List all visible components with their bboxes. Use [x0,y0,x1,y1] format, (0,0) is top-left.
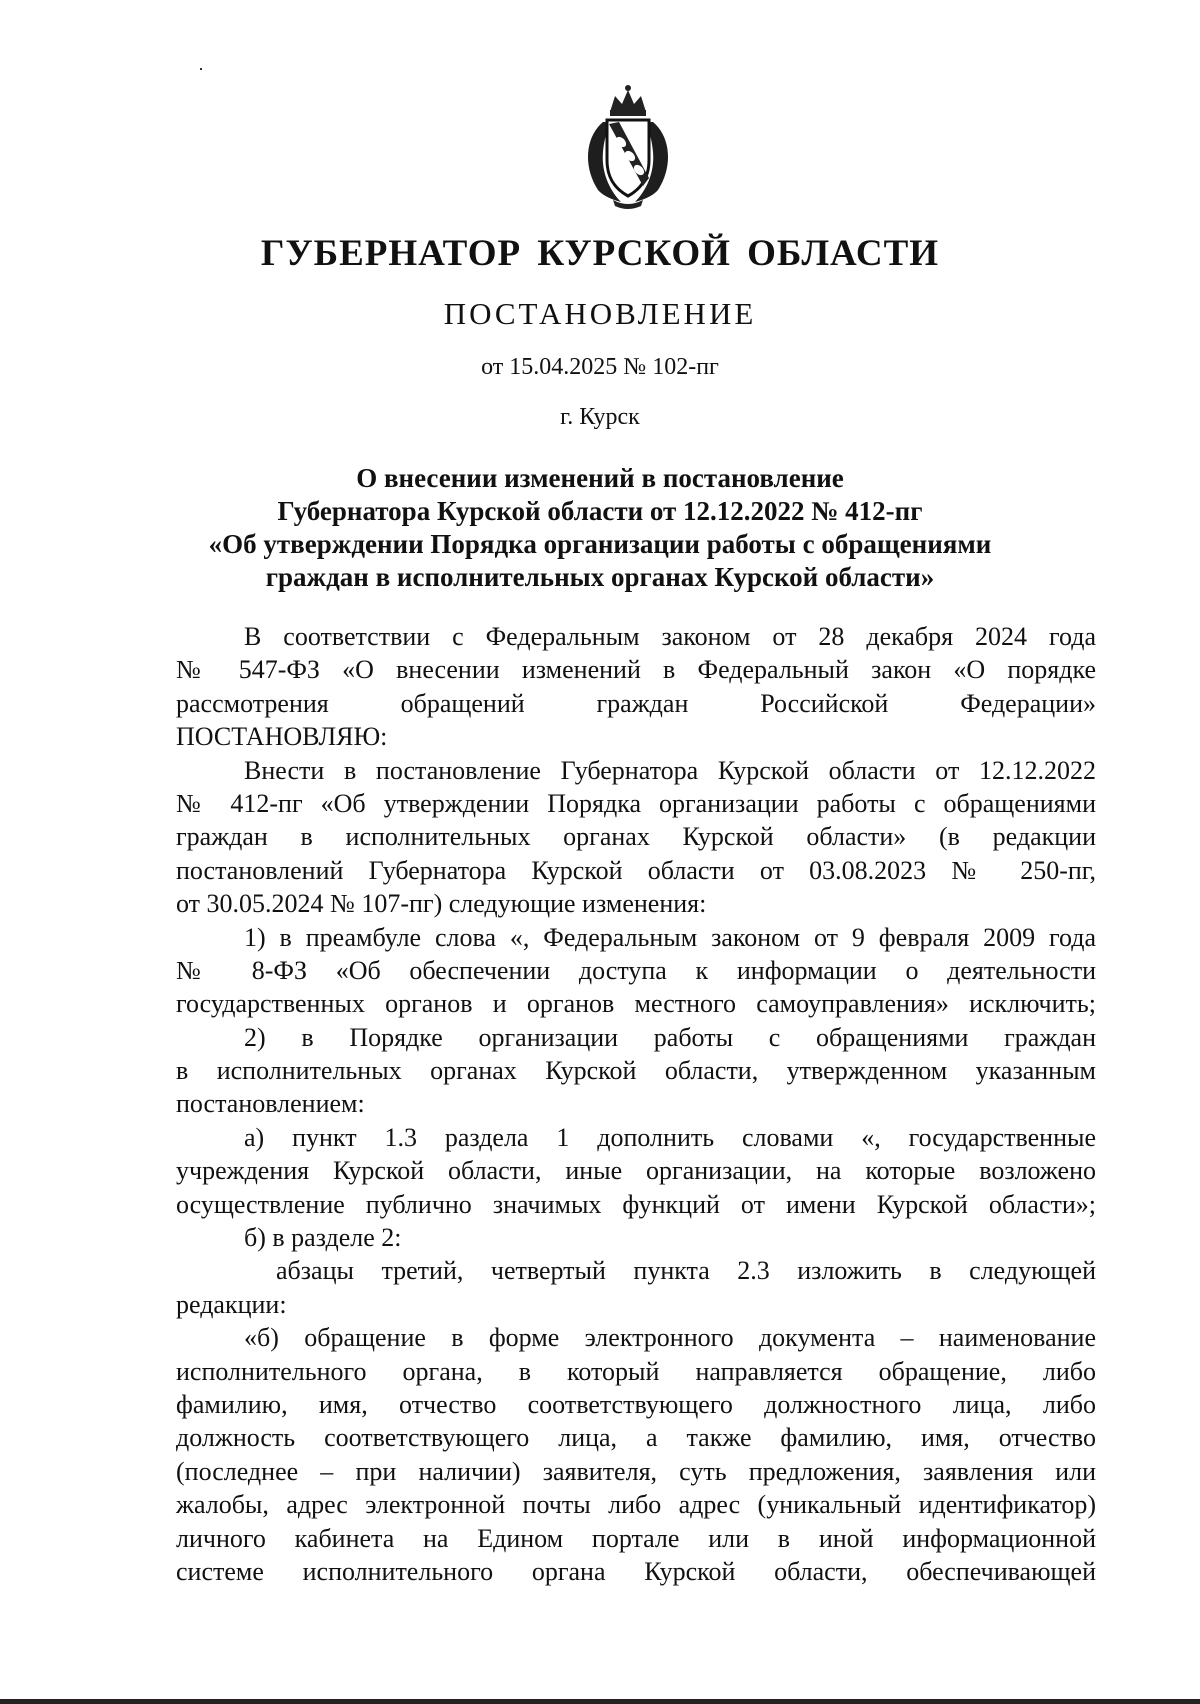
body-line: а) пункт 1.3 раздела 1 дополнить словами «, государственные [244,1122,1096,1152]
body-line: рассмотрения обращений граждан Российской Федерации» [176,688,1096,718]
body-line: 2) в Порядке организации работы с обращениями граждан [244,1022,1096,1052]
body-line: государственных органов и органов местного самоуправления» исключить; [176,989,1096,1019]
body-line: учреждения Курской области, иные организации, на которые возложено [176,1156,1096,1186]
body-line: граждан в исполнительных органах Курской области» (в редакции [176,822,1096,852]
body-line: должность соответствующего лица, а также фамилию, имя, отчество [176,1423,1096,1453]
body-line: Внести в постановление Губернатора Курской области от 12.12.2022 [244,755,1096,785]
heading-line: Губернатора Курской области от 12.12.2022 № 412-пг [277,496,923,526]
document-date-number: от 15.04.2025 № 102-пг [481,354,719,380]
document-body [176,620,1096,1588]
heading-line: О внесении изменений в постановление [356,463,844,493]
heading-line: граждан в исполнительных органах Курской области» [265,562,935,592]
body-line: № 547-ФЗ «О внесении изменений в Федеральный закон «О порядке [176,655,1096,685]
body-line: ПОСТАНОВЛЯЮ: [176,722,388,752]
body-line: 1) в преамбуле слова «, Федеральным законом от 9 февраля 2009 года [244,922,1096,952]
body-line: фамилию, имя, отчество соответствующего должностного лица, либо [176,1389,1096,1419]
body-line: в исполнительных органах Курской области, утвержденном указанным [176,1056,1096,1086]
body-line: от 30.05.2024 № 107-пг) следующие изменения: [176,889,707,919]
scan-bottom-edge [0,1699,1200,1704]
scan-speck [200,68,202,70]
document-city: г. Курск [560,404,640,430]
body-line: (последнее – при наличии) заявителя, суть предложения, заявления или [176,1456,1096,1486]
body-line: осуществление публично значимых функций от имени Курской области»; [176,1189,1096,1219]
heading-line: «Об утверждении Порядка организации работы с обращениями [208,529,992,559]
body-line: постановлением: [176,1089,365,1119]
body-line: редакции: [176,1289,287,1319]
document-type: ПОСТАНОВЛЕНИЕ [443,296,757,331]
body-line: абзацы третий, четвертый пункта 2.3 изложить в следующей [276,1256,1096,1286]
authority-title: ГУБЕРНАТОР КУРСКОЙ ОБЛАСТИ [260,233,940,274]
body-line: б) в разделе 2: [244,1223,402,1253]
body-line: исполнительного органа, в который направляется обращение, либо [176,1356,1096,1386]
kursk-coat-of-arms-icon [563,82,693,212]
body-line: «б) обращение в форме электронного документа – наименование [244,1323,1096,1353]
body-line: постановлений Губернатора Курской области от 03.08.2023 № 250-пг, [176,855,1096,885]
body-line: жалобы, адрес электронной почты либо адрес (уникальный идентификатор) [176,1490,1096,1520]
body-line: № 412-пг «Об утверждении Порядка организации работы с обращениями [176,788,1096,818]
document-heading [0,462,1200,594]
body-line: № 8-ФЗ «Об обеспечении доступа к информации о деятельности [176,955,1096,985]
body-line: системе исполнительного органа Курской области, обеспечивающей [176,1556,1096,1586]
body-line: личного кабинета на Едином портале или в иной информационной [176,1523,1096,1553]
body-line: В соответствии с Федеральным законом от 28 декабря 2024 года [244,622,1096,651]
